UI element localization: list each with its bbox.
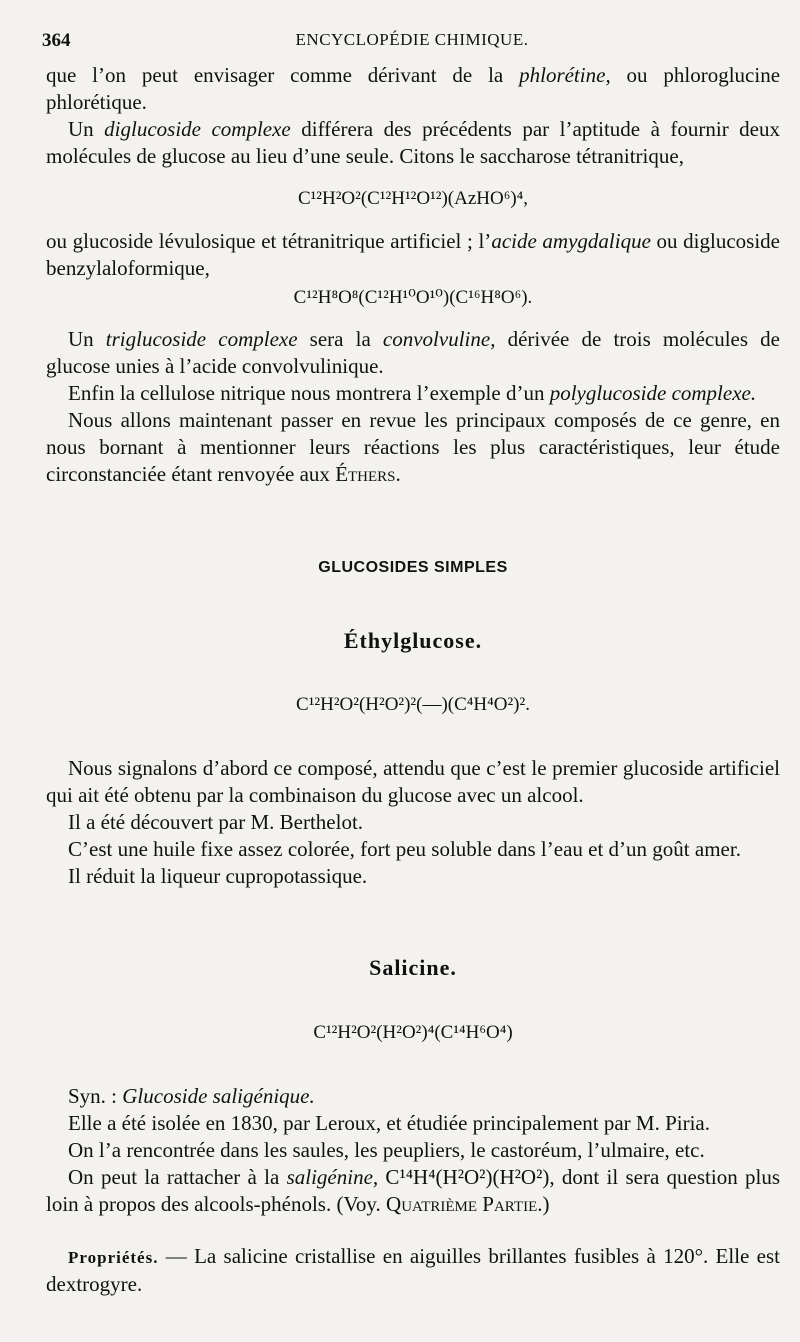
paragraph: Propriétés. — La salicine cristallise en aiguilles brillantes fusibles à 120°. Elle est dextrogyre. [46, 1244, 780, 1296]
paragraph: On peut la rattacher à la saligénine, C¹⁴H⁴(H²O²)(H²O²), dont il sera question plus loin à propos des alcools-phénols. (Voy. Quatrième Partie.) [46, 1165, 780, 1216]
paragraph: Un triglucoside complexe sera la convolvuline, dérivée de trois molécules de glucose unies à l’acide convolvulinique. [46, 327, 781, 378]
formula: C¹²H⁸O⁸(C¹²H¹⁰O¹⁰)(C¹⁶H⁸O⁶). [293, 287, 533, 308]
compound-heading: Salicine. [369, 955, 457, 980]
paragraph: Syn. : Glucoside saligénique. [68, 1084, 315, 1108]
text-block [46, 755, 780, 890]
running-title: ENCYCLOPÉDIE CHIMIQUE. [295, 30, 529, 49]
compound-heading: Éthylglucose. [343, 628, 483, 653]
paragraph: On l’a rencontrée dans les saules, les peupliers, le castoréum, l’ulmaire, etc. [68, 1138, 705, 1162]
paragraph: Il a été découvert par M. Berthelot. [68, 810, 364, 834]
paragraph: Nous allons maintenant passer en revue les principaux composés de ce genre, en nous bornant à mentionner leurs réactions les plus caractéristiques, leur étude circonstanciée étant renvoyée aux Éthers. [46, 408, 780, 486]
paragraph: Un diglucoside complexe différera des précédents par l’aptitude à fournir deux molécules de glucose au lieu d’une seule. Citons le saccharose tétranitrique, [46, 117, 780, 168]
paragraph: ou glucoside lévulosique et tétranitrique artificiel ; l’acide amygdalique ou diglucoside benzylaloformique, [46, 229, 780, 280]
formula: C¹²H²O²(C¹²H¹²O¹²)(AzHO⁶)⁴, [297, 188, 529, 209]
paragraph: que l’on peut envisager comme dérivant de la phlorétine, ou phloroglucine phlorétique. [46, 63, 781, 114]
text-block-top [46, 62, 780, 170]
paragraph: C’est une huile fixe assez colorée, fort peu soluble dans l’eau et d’un goût amer. [68, 837, 741, 861]
text-block [46, 228, 780, 282]
text-block [46, 1243, 780, 1298]
text-block [46, 326, 780, 488]
formula: C¹²H²O²(H²O²)²(—)(C⁴H⁴O²)². [296, 694, 530, 715]
paragraph: Il réduit la liqueur cupropotassique. [68, 864, 368, 888]
paragraph: Elle a été isolée en 1830, par Leroux, et étudiée principalement par M. Piria. [68, 1111, 711, 1135]
paragraph: Enfin la cellulose nitrique nous montrera l’exemple d’un polyglucoside complexe. [68, 381, 757, 405]
section-title: GLUCOSIDES SIMPLES [318, 559, 508, 576]
formula: C¹²H²O²(H²O²)⁴(C¹⁴H⁶O⁴) [313, 1022, 513, 1043]
page-number: 364 [42, 30, 71, 51]
page-header [42, 30, 782, 56]
paragraph: Nous signalons d’abord ce composé, attendu que c’est le premier glucoside artificiel qui ait été obtenu par la combinaison du glucose avec un alcool. [46, 756, 780, 807]
text-block [46, 1083, 780, 1218]
